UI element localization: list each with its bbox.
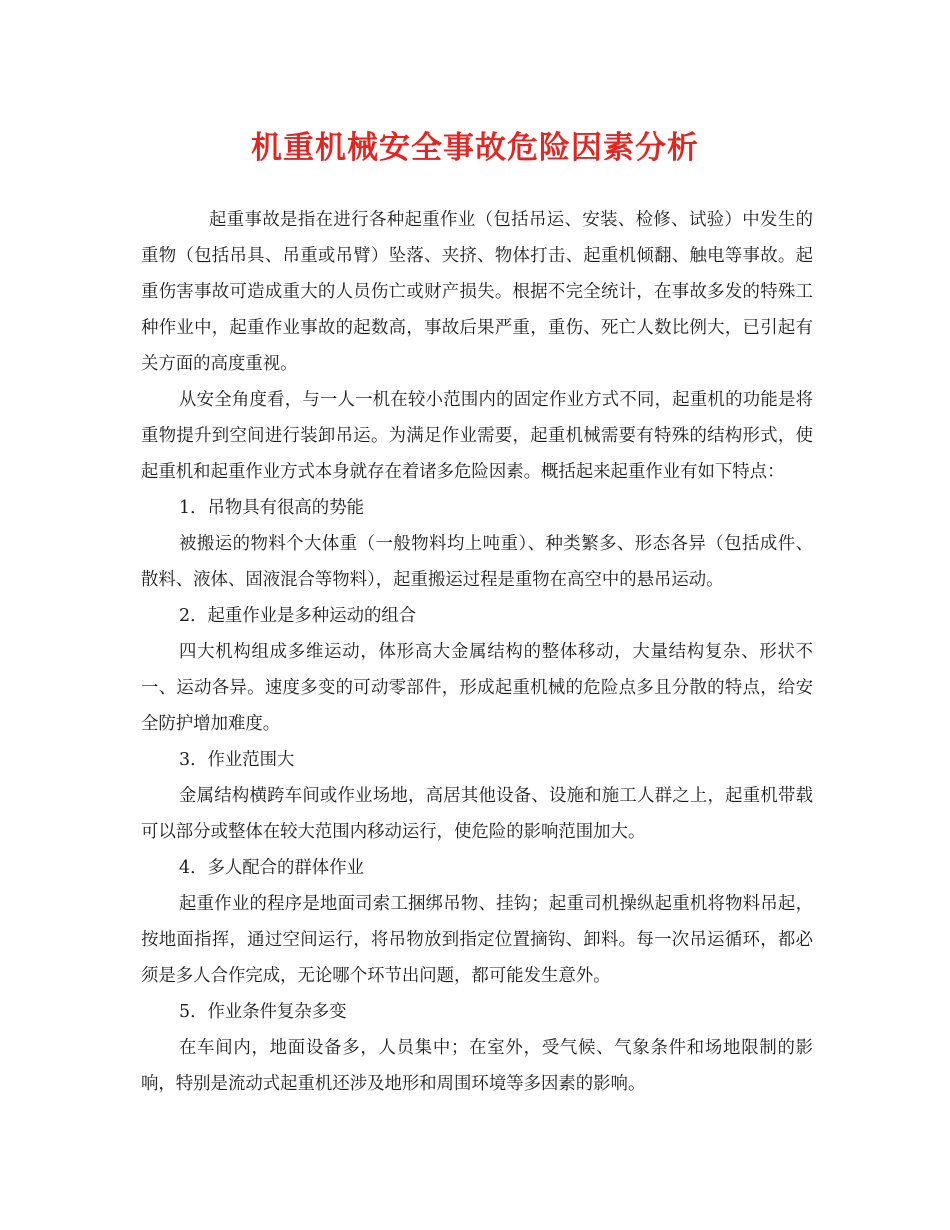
section-text: 起重作业的程序是地面司索工捆绑吊物、挂钩；起重司机操纵起重机将物料吊起，按地面指挥，通过空间运行，将吊物放到指定位置摘钩、卸料。每一次吊运循环，都必须是多人合作完成，无论哪个环节出问题，都可能发生意外。 [141,894,813,986]
section-heading: 1．吊物具有很高的势能 [179,498,364,518]
section-heading: 4．多人配合的群体作业 [179,858,364,878]
document-body [141,202,813,1102]
intro-paragraph: 起重事故是指在进行各种起重作业（包括吊运、安装、检修、试验）中发生的重物（包括吊具、吊重或吊臂）坠落、夹挤、物体打击、起重机倾翻、触电等事故。起重伤害事故可造成重大的人员伤亡或财产损失。根据不完全统计，在事故多发的特殊工种作业中，起重作业事故的起数高，事故后果严重，重伤、死亡人数比例大，已引起有关方面的高度重视。 [141,210,813,374]
section-text: 四大机构组成多维运动，体形高大金属结构的整体移动，大量结构复杂、形状不一、运动各异。速度多变的可动零部件，形成起重机械的危险点多且分散的特点，给安全防护增加难度。 [141,642,813,734]
section-text: 金属结构横跨车间或作业场地，高居其他设备、设施和施工人群之上，起重机带载可以部分或整体在较大范围内移动运行，使危险的影响范围加大。 [141,786,813,842]
section-heading: 3．作业范围大 [179,750,295,770]
section-text: 被搬运的物料个大体重（一般物料均上吨重）、种类繁多、形态各异（包括成件、散料、液体、固液混合等物料），起重搬运过程是重物在高空中的悬吊运动。 [141,534,813,590]
document-title: 机重机械安全事故危险因素分析 [251,130,699,166]
section-heading: 2．起重作业是多种运动的组合 [179,606,417,626]
overview-paragraph: 从安全角度看，与一人一机在较小范围内的固定作业方式不同，起重机的功能是将重物提升到空间进行装卸吊运。为满足作业需要，起重机械需要有特殊的结构形式，使起重机和起重作业方式本身就存在着诸多危险因素。概括起来起重作业有如下特点： [141,390,813,482]
section-heading: 5．作业条件复杂多变 [179,1002,347,1022]
section-text: 在车间内，地面设备多，人员集中；在室外，受气候、气象条件和场地限制的影响，特别是流动式起重机还涉及地形和周围环境等多因素的影响。 [141,1038,813,1094]
